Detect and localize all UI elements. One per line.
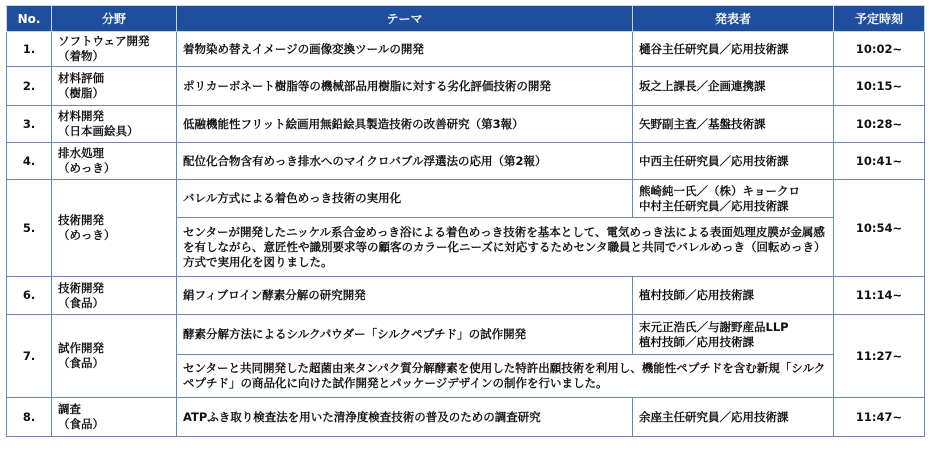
schedule-table bbox=[6, 5, 925, 437]
header-no: No. bbox=[7, 6, 52, 32]
field-category: （食品） bbox=[58, 356, 104, 370]
row-number: 2. bbox=[7, 67, 52, 106]
field-category: （日本画絵具） bbox=[58, 124, 139, 138]
field-name: 調査 bbox=[58, 402, 81, 416]
presenter-cell: 坂之上課長／企画連携課 bbox=[633, 67, 834, 106]
time-cell: 10:54~ bbox=[834, 180, 925, 277]
table-row bbox=[7, 67, 925, 106]
field-cell bbox=[52, 143, 177, 180]
time-cell: 10:02~ bbox=[834, 32, 925, 67]
presenter-name: 熊崎純一氏／（株）キョークロ bbox=[639, 183, 800, 198]
table-row bbox=[7, 180, 925, 218]
presenter-name: 中村主任研究員／応用技術課 bbox=[639, 198, 789, 213]
time-cell: 10:41~ bbox=[834, 143, 925, 180]
description-cell: センターが開発したニッケル系合金めっき浴による着色めっき技術を基本として、電気めっき法による表面処理皮膜が金属感を有しながら、意匠性や識別要求等の顧客のカラー化ニーズに対応するためセンタ職員と共同でバレルめっき（回転めっき）方式で実用化を図りました。 bbox=[177, 218, 834, 277]
field-cell bbox=[52, 315, 177, 398]
field-category: （着物） bbox=[58, 49, 104, 63]
header-row bbox=[7, 6, 925, 32]
row-number: 8. bbox=[7, 398, 52, 437]
field-name: 材料開発 bbox=[58, 109, 104, 123]
row-number: 4. bbox=[7, 143, 52, 180]
theme-cell: バレル方式による着色めっき技術の実用化 bbox=[177, 180, 633, 218]
row-number: 1. bbox=[7, 32, 52, 67]
presenter-cell bbox=[633, 315, 834, 355]
theme-cell: 低融機能性フリット絵画用無鉛絵具製造技術の改善研究（第3報） bbox=[177, 106, 633, 143]
table-row bbox=[7, 143, 925, 180]
presenter-cell bbox=[633, 180, 834, 218]
field-category: （めっき） bbox=[58, 161, 116, 175]
field-cell bbox=[52, 398, 177, 437]
field-name: ソフトウェア開発 bbox=[58, 34, 150, 48]
presenter-cell: 植村技師／応用技術課 bbox=[633, 277, 834, 315]
theme-cell: 配位化合物含有めっき排水へのマイクロバブル浮選法の応用（第2報） bbox=[177, 143, 633, 180]
presenter-cell: 矢野副主査／基盤技術課 bbox=[633, 106, 834, 143]
field-cell bbox=[52, 277, 177, 315]
row-number: 6. bbox=[7, 277, 52, 315]
field-cell bbox=[52, 32, 177, 67]
field-category: （食品） bbox=[58, 295, 104, 310]
time-cell: 10:28~ bbox=[834, 106, 925, 143]
row-number: 7. bbox=[7, 315, 52, 398]
theme-cell: 酵素分解方法によるシルクパウダー「シルクペプチド」の試作開発 bbox=[177, 315, 633, 355]
time-cell: 10:15~ bbox=[834, 67, 925, 106]
table-row bbox=[7, 398, 925, 437]
description-cell: センターと共同開発した超菌由来タンパク質分解酵素を使用した特許出願技術を利用し、機能性ペプチドを含む新規「シルクペプチド」の商品化に向けた試作開発とパッケージデザインの制作を行いました。 bbox=[177, 355, 834, 398]
field-cell bbox=[52, 67, 177, 106]
header-field: 分野 bbox=[52, 6, 177, 32]
table-row bbox=[7, 32, 925, 67]
time-cell: 11:14~ bbox=[834, 277, 925, 315]
header-theme: テーマ bbox=[177, 6, 633, 32]
table-row bbox=[7, 277, 925, 315]
theme-cell: ATPふき取り検査法を用いた清浄度検査技術の普及のための調査研究 bbox=[177, 398, 633, 437]
header-presenter: 発表者 bbox=[633, 6, 834, 32]
theme-cell: 絹フィブロイン酵素分解の研究開発 bbox=[177, 277, 633, 315]
field-cell bbox=[52, 180, 177, 277]
time-cell: 11:47~ bbox=[834, 398, 925, 437]
field-name: 技術開発 bbox=[58, 213, 104, 227]
theme-cell: ポリカーボネート樹脂等の機械部品用樹脂に対する劣化評価技術の開発 bbox=[177, 67, 633, 106]
theme-cell: 着物染め替えイメージの画像変換ツールの開発 bbox=[177, 32, 633, 67]
field-cell bbox=[52, 106, 177, 143]
row-number: 3. bbox=[7, 106, 52, 143]
table-row bbox=[7, 106, 925, 143]
presenter-cell: 余座主任研究員／応用技術課 bbox=[633, 398, 834, 437]
field-name: 試作開発 bbox=[58, 341, 104, 355]
presenter-cell: 中西主任研究員／応用技術課 bbox=[633, 143, 834, 180]
time-cell: 11:27~ bbox=[834, 315, 925, 398]
table-row bbox=[7, 315, 925, 355]
field-category: （食品） bbox=[58, 417, 104, 431]
field-name: 排水処理 bbox=[58, 146, 104, 160]
field-name: 材料評価 bbox=[58, 71, 104, 85]
presenter-cell: 樋谷主任研究員／応用技術課 bbox=[633, 32, 834, 67]
presenter-name: 植村技師／応用技術課 bbox=[639, 334, 754, 349]
field-name: 技術開発 bbox=[58, 280, 104, 295]
field-category: （めっき） bbox=[58, 228, 116, 242]
presenter-name: 末元正浩氏／与謝野産品LLP bbox=[639, 319, 789, 334]
header-time: 予定時刻 bbox=[834, 6, 925, 32]
row-number: 5. bbox=[7, 180, 52, 277]
field-category: （樹脂） bbox=[58, 86, 104, 100]
